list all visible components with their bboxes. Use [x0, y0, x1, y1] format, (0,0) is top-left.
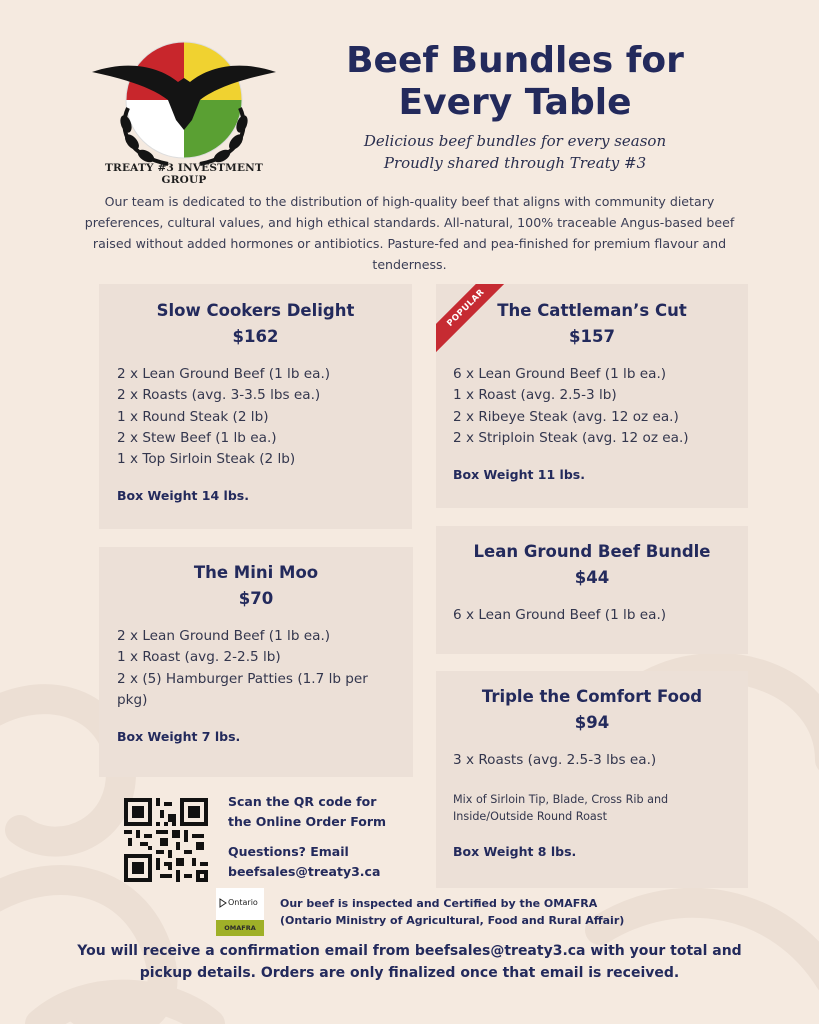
bundle-price: $157: [569, 327, 615, 346]
bundle-name: The Cattleman’s Cut: [497, 301, 687, 320]
ontario-wordmark: Ontario: [228, 898, 258, 907]
ontario-trillium-icon: [219, 898, 227, 908]
bundle-price: $94: [574, 713, 610, 732]
ontario-omafra-logo: [216, 888, 264, 936]
tagline-line-1: Delicious beef bundles for every season: [363, 132, 667, 150]
bundle-item: 3 x Roasts (avg. 2.5-3 lbs ea.): [453, 752, 657, 768]
bundle-items: [117, 364, 412, 470]
bundle-item: 1 x Roast (avg. 2-2.5 lb): [117, 649, 281, 666]
box-weight: Box Weight 14 lbs.: [117, 488, 249, 504]
bundle-price: $70: [238, 589, 274, 608]
treaty3-eagle-logo: [88, 38, 280, 178]
bundle-name: Slow Cookers Delight: [156, 301, 355, 320]
cert-line-2: (Ontario Ministry of Agricultural, Food and Rural Affair): [280, 914, 625, 927]
bundle-item: 1 x Round Steak (2 lb): [117, 408, 269, 425]
contact-email-link[interactable]: beefsales@treaty3.ca: [228, 864, 381, 879]
popular-badge: [436, 284, 506, 354]
popular-badge-label: POPULAR: [436, 284, 506, 354]
scan-line-2: the Online Order Form: [228, 814, 387, 829]
bundle-card-slow-cookers: [99, 284, 412, 529]
certification-text: [280, 895, 640, 929]
bundle-item: 6 x Lean Ground Beef (1 lb ea.): [453, 607, 667, 623]
box-weight: Box Weight 7 lbs.: [117, 729, 241, 745]
title-line-1: Beef Bundles for: [346, 40, 684, 81]
bundle-name: Triple the Comfort Food: [481, 687, 703, 706]
roast-mix-note: Mix of Sirloin Tip, Blade, Cross Rib and Inside/Outside Round Roast: [453, 793, 669, 824]
bundle-item: 2 x Lean Ground Beef (1 lb ea.): [117, 366, 331, 382]
qr-code-order-form[interactable]: [124, 798, 208, 882]
bundle-item: 6 x Lean Ground Beef (1 lb ea.): [453, 366, 667, 382]
bundle-items: [453, 364, 748, 449]
bundle-card-triple-comfort: [436, 671, 748, 888]
omafra-label: OMAFRA: [216, 920, 264, 936]
box-weight: Box Weight 8 lbs.: [453, 844, 577, 860]
title-line-2: Every Table: [398, 82, 632, 123]
tagline-line-2: Proudly shared through Treaty #3: [383, 154, 647, 172]
cert-line-1: Our beef is inspected and Certified by the OMAFRA: [280, 897, 598, 910]
bundle-card-lean-ground-beef: [436, 526, 748, 654]
bundle-item: 2 x Stew Beef (1 lb ea.): [117, 429, 277, 446]
questions-line-1: Questions? Email: [228, 844, 349, 859]
confirmation-notice: You will receive a confirmation email from beefsales@treaty3.ca with your total and pickup details. Orders are only finalized once that email is received.: [77, 943, 742, 981]
tagline: [330, 130, 700, 174]
box-weight: Box Weight 11 lbs.: [453, 467, 585, 483]
bundle-price: $162: [232, 327, 279, 346]
bundle-card-cattlemans-cut: [436, 284, 748, 508]
bundle-item: 2 x (5) Hamburger Patties (1.7 lb per pkg): [117, 670, 368, 708]
bundle-name: The Mini Moo: [193, 563, 319, 582]
bundle-item: 2 x Roasts (avg. 3-3.5 lbs ea.): [117, 387, 321, 404]
bundle-item: 2 x Ribeye Steak (avg. 12 oz ea.): [453, 408, 679, 425]
bundle-item: 1 x Roast (avg. 2.5-3 lb): [453, 387, 617, 404]
bundle-items: [117, 626, 393, 711]
bundle-item: 2 x Striploin Steak (avg. 12 oz ea.): [453, 429, 689, 446]
scan-line-1: Scan the QR code for: [228, 794, 377, 809]
logo-text: TREATY #3 INVESTMENT GROUP: [105, 162, 263, 186]
bundle-items: [453, 750, 748, 771]
page-title: [320, 40, 710, 124]
bundle-item: 1 x Top Sirloin Steak (2 lb): [117, 451, 296, 468]
bundle-name: Lean Ground Beef Bundle: [473, 542, 711, 561]
bundle-item: 2 x Lean Ground Beef (1 lb ea.): [117, 628, 331, 644]
bundle-items: [453, 605, 748, 626]
bundle-card-mini-moo: [99, 547, 413, 777]
intro-paragraph: Our team is dedicated to the distribution of high-quality beef that aligns with community dietary preferences, cultural values, and high ethical standards. All-natural, 100% traceable Angus-based beef raised without added hormones or antibiotics. Pasture-fed and pea-finished for premium flavour and tenderness.: [84, 194, 735, 272]
order-instructions: [228, 792, 408, 882]
bundle-price: $44: [574, 568, 610, 587]
